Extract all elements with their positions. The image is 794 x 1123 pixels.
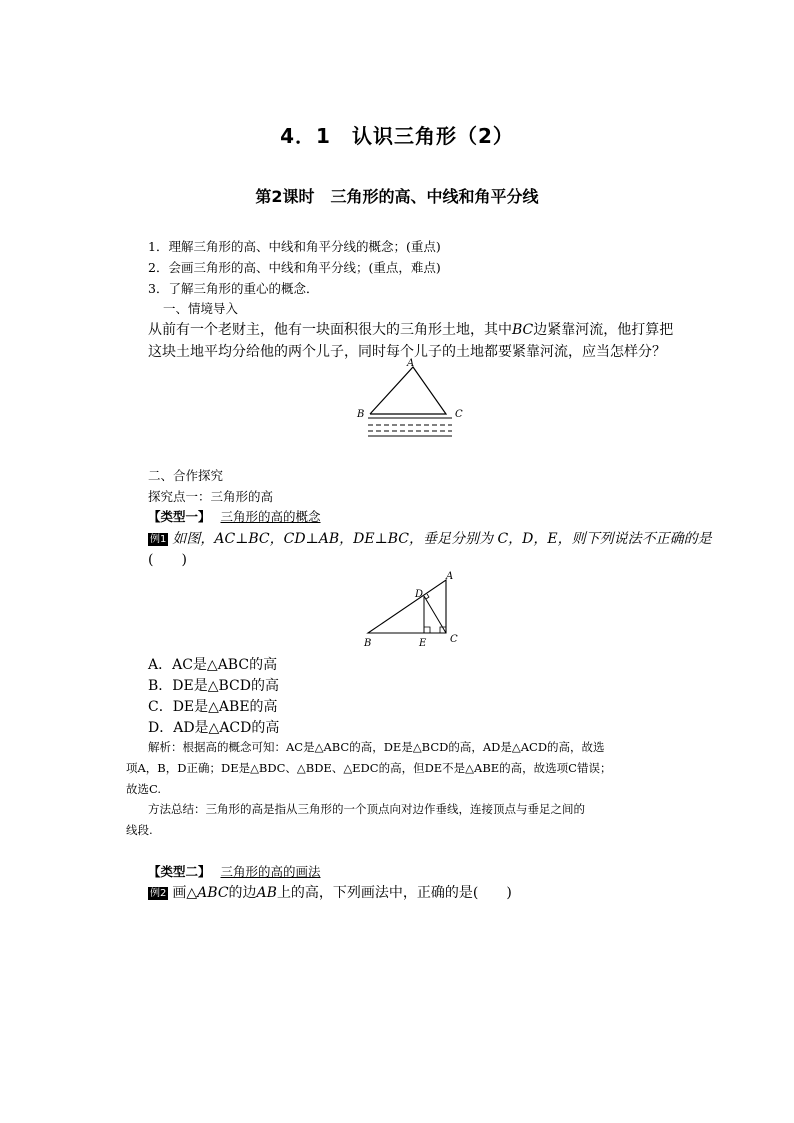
segment-cd: [424, 596, 446, 633]
example2-var-abc: ABC: [197, 885, 229, 901]
example1-line2: ( ): [148, 552, 187, 568]
vertex-label-a: A: [446, 571, 454, 582]
example2-badge: 例2: [150, 888, 167, 899]
analysis-line1: 解析：根据高的概念可知：AC是△ABC的高，DE是△BCD的高，AD是△ACD的高，故选: [148, 740, 605, 754]
type2-bracket: 【类型二】: [148, 864, 211, 879]
vertex-label-b: B: [364, 638, 372, 649]
vertex-label-d: D: [415, 589, 424, 600]
vertex-label-c: C: [450, 634, 458, 645]
analysis-line2: 项A，B，D正确；DE是△BDC、△BDE、△EDC的高，但DE不是△ABE的高，故选项C错误；: [126, 761, 612, 775]
section-heading-explore: 二、合作探究: [148, 468, 224, 483]
type1-label: 三角形的高的概念: [220, 509, 321, 524]
example2-text: 画△: [172, 885, 198, 901]
method-summary-line1: 方法总结：三角形的高是指从三角形的一个顶点向对边作垂线，连接顶点与垂足之间的: [148, 802, 585, 816]
explore-point-1: 探究点一：三角形的高: [148, 489, 274, 504]
vertex-label-b: B: [357, 409, 365, 420]
intro-paragraph-line1: [148, 319, 673, 339]
example2-text: 上的高，下列画法中，正确的是( ): [276, 885, 512, 901]
page-title: 4．1 认识三角形（2）: [280, 124, 514, 148]
intro-paragraph-line2: 这块土地平均分给他的两个儿子，同时每个儿子的土地都要紧靠河流，应当怎样分？: [148, 344, 666, 360]
intro-text: 边紧靠河流，他打算把: [533, 322, 674, 338]
example2-text: 的边: [228, 885, 257, 901]
figure-triangle-river: [350, 360, 470, 440]
method-summary-line2: 线段.: [126, 823, 153, 837]
type1-bracket: 【类型一】: [148, 509, 211, 524]
objective-2: 2．会画三角形的高、中线和角平分线；(重点，难点): [148, 260, 441, 275]
example2-var-ab: AB: [256, 885, 277, 901]
right-angle-mark-e: [424, 627, 430, 633]
intro-var-bc: BC: [512, 322, 534, 338]
option-b: B．DE是△BCD的高: [148, 678, 279, 694]
option-d: D．AD是△ACD的高: [148, 720, 280, 736]
example2-line: [148, 882, 512, 902]
triangle-abc-shape: [368, 580, 446, 633]
example1-badge: 例1: [150, 534, 167, 545]
type2-heading: [148, 862, 321, 880]
intro-text: 从前有一个老财主，他有一块面积很大的三角形土地，其中: [148, 322, 512, 338]
section-heading-intro: 一、情境导入: [163, 301, 239, 316]
example1-line1: [148, 528, 712, 548]
vertex-label-a: A: [407, 358, 415, 369]
example1-text: 如图，AC⊥BC，CD⊥AB，DE⊥BC，垂足分别为 C，D，E，则下列说法不正确的是: [172, 531, 712, 547]
vertex-label-c: C: [455, 409, 463, 420]
lesson-subtitle: 第2课时 三角形的高、中线和角平分线: [255, 187, 539, 206]
triangle-abc-shape: [370, 367, 446, 414]
vertex-label-e: E: [419, 638, 427, 649]
right-angle-mark-d: [426, 594, 429, 599]
type2-label: 三角形的高的画法: [220, 864, 321, 879]
objective-1: 1．理解三角形的高、中线和角平分线的概念；(重点): [148, 239, 441, 254]
option-a: A．AC是△ABC的高: [148, 657, 278, 673]
analysis-line3: 故选C.: [126, 782, 162, 796]
option-c: C．DE是△ABE的高: [148, 699, 278, 715]
figure-right-triangle-altitudes: [360, 570, 470, 650]
objective-3: 3．了解三角形的重心的概念．: [148, 281, 319, 296]
type1-heading: [148, 507, 321, 525]
